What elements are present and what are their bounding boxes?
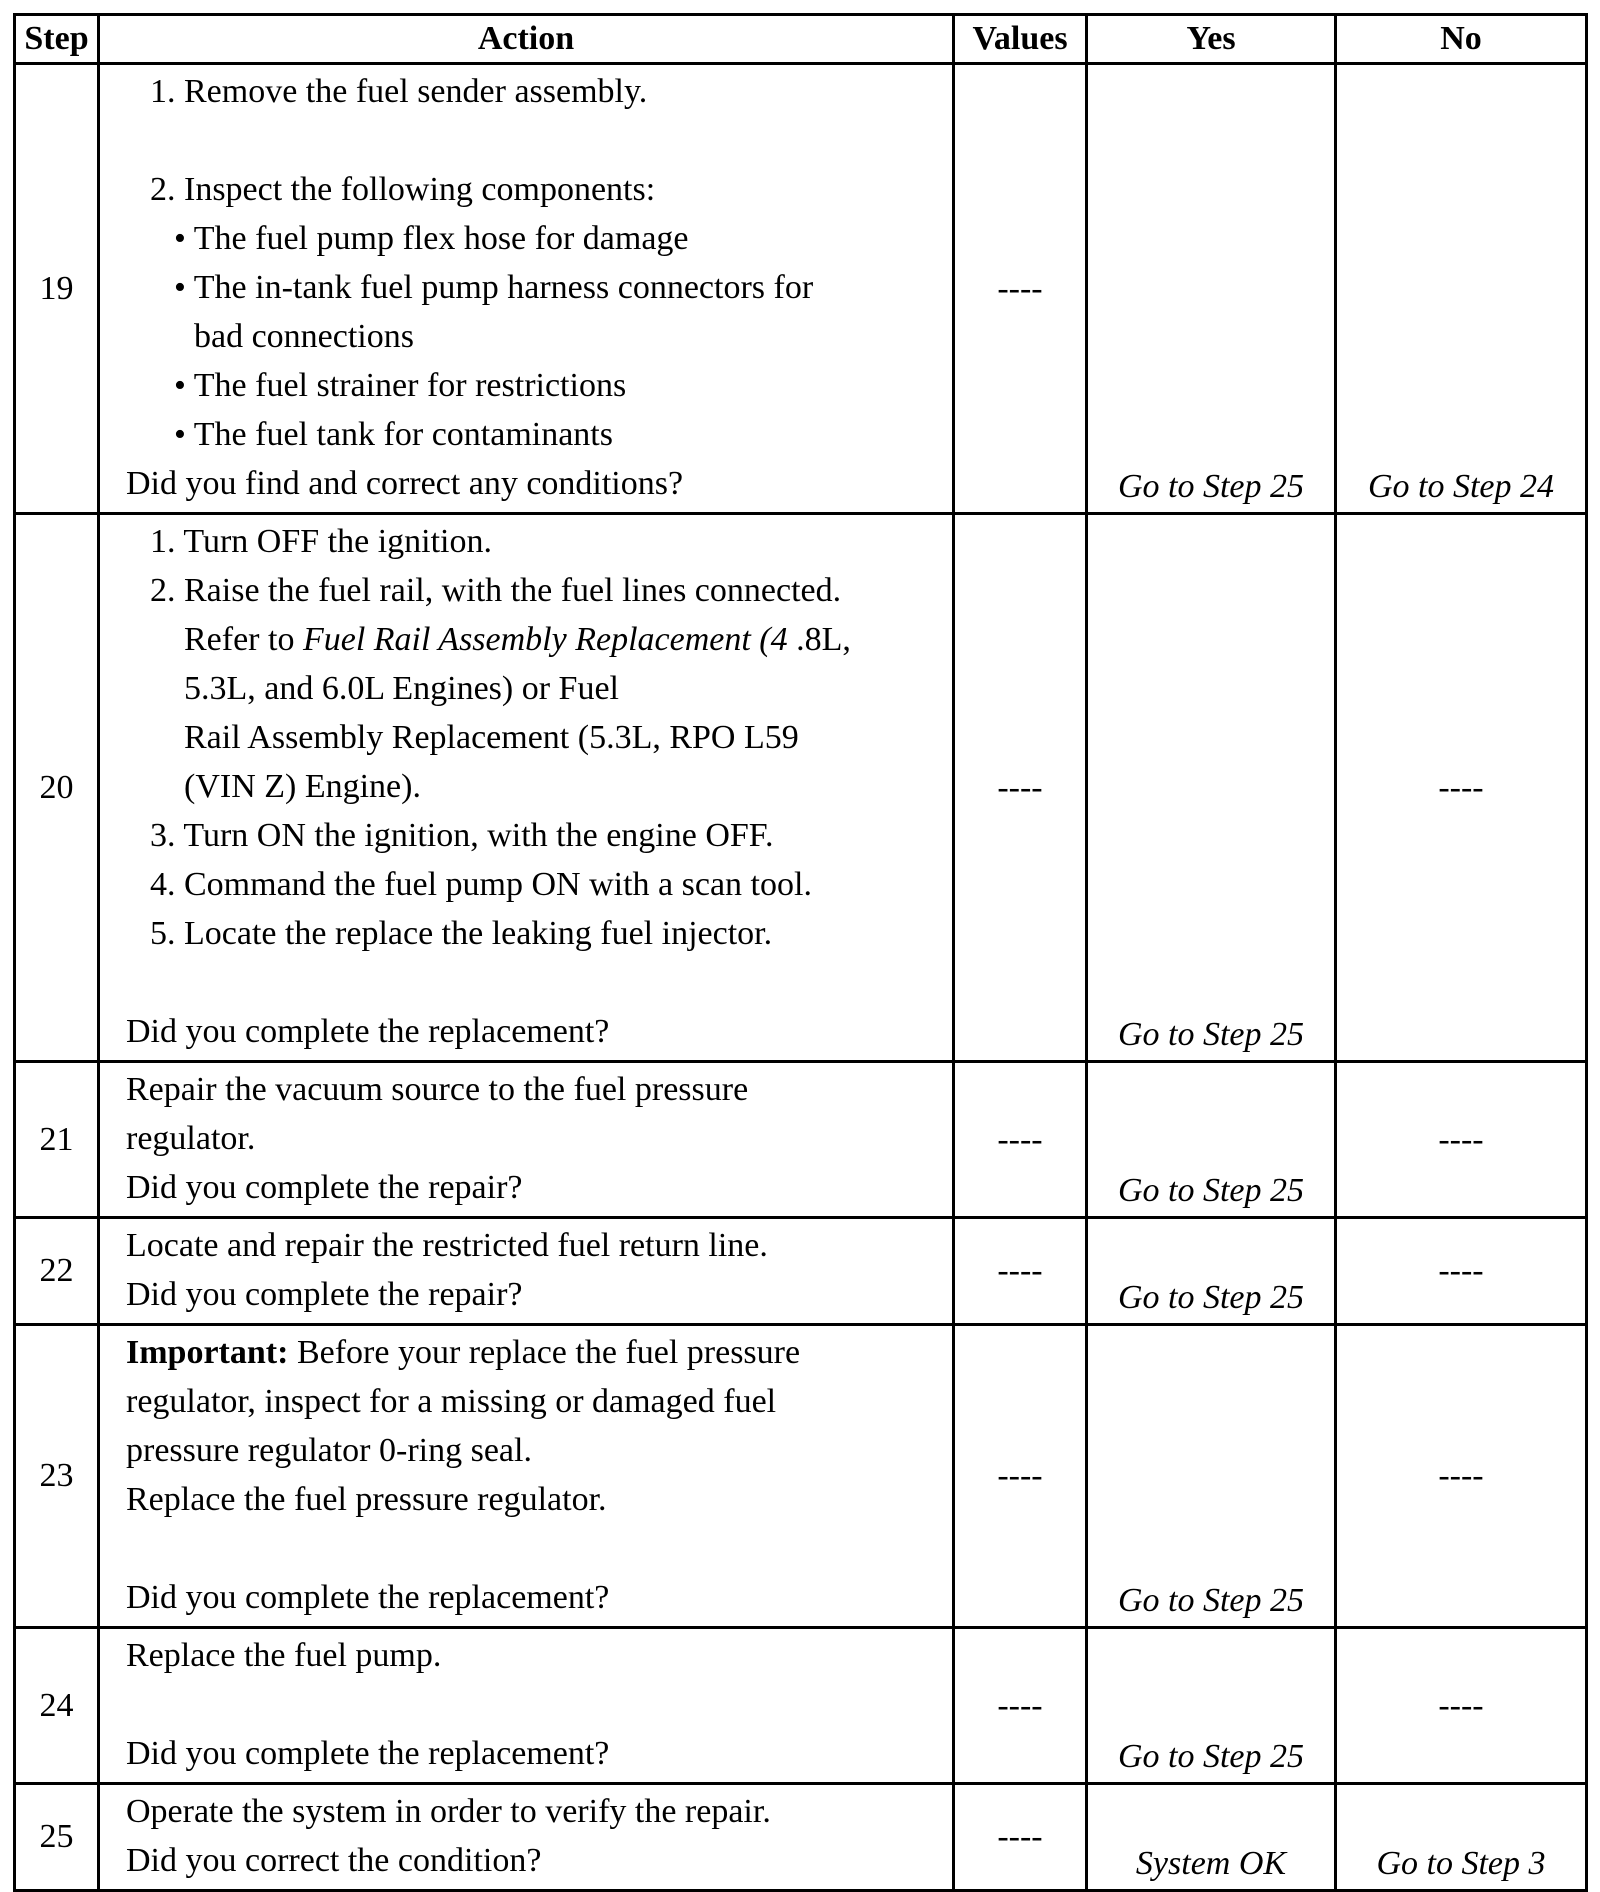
fuel-rail-reference-link[interactable]: Fuel Rail Assembly Replacement (4 [302,621,788,658]
action-line: 2. Raise the fuel rail, with the fuel lines connected. [150,572,842,609]
step-number: 20 [15,514,99,1062]
action-question: Did you complete the repair? [126,1276,523,1313]
values-cell: ---- [954,1784,1087,1891]
action-question: Did you complete the repair? [126,1169,523,1206]
header-values: Values [954,15,1087,64]
header-no: No [1336,15,1587,64]
header-step: Step [15,15,99,64]
step-number: 21 [15,1062,99,1218]
action-cell [99,1784,954,1891]
yes-cell [1087,1218,1336,1325]
action-line: 3. Turn ON the ignition, with the engine OFF. [150,817,774,854]
table-row-step-25 [15,1784,1587,1891]
action-line: Rail Assembly Replacement (5.3L, RPO L59 [184,719,799,756]
yes-cell [1087,1784,1336,1891]
action-line: 4. Command the fuel pump ON with a scan tool. [150,866,812,903]
header-yes: Yes [1087,15,1336,64]
table-row-step-20 [15,514,1587,1062]
action-line: 1. Turn OFF the ignition. [150,523,492,560]
values-cell: ---- [954,1218,1087,1325]
step-number: 19 [15,64,99,514]
no-outcome: Go to Step 24 [1367,468,1555,505]
step-number: 25 [15,1784,99,1891]
action-line: (VIN Z) Engine). [184,768,421,805]
step-number: 23 [15,1325,99,1628]
no-cell: ---- [1336,1325,1587,1628]
action-question: Did you find and correct any conditions? [126,465,684,502]
yes-outcome: Go to Step 25 [1117,1172,1305,1209]
important-text: Before your replace the fuel pressure [296,1334,801,1371]
header-row [15,15,1587,64]
action-line: 5.3L, and 6.0L Engines) or Fuel [184,670,619,707]
action-question: Did you complete the replacement? [126,1579,610,1616]
step-number: 22 [15,1218,99,1325]
action-line [126,615,942,664]
values-cell: ---- [954,1628,1087,1784]
action-line: Replace the fuel pump. [126,1637,442,1674]
step-number: 24 [15,1628,99,1784]
yes-outcome: System OK [1135,1845,1287,1882]
action-line: Operate the system in order to verify the repair. [126,1793,771,1830]
no-cell: ---- [1336,1062,1587,1218]
yes-cell [1087,1325,1336,1628]
action-cell [99,64,954,514]
yes-cell [1087,1062,1336,1218]
no-cell [1336,1784,1587,1891]
action-bullet: • The fuel strainer for restrictions [174,367,627,404]
yes-cell [1087,64,1336,514]
action-line: bad connections [194,318,414,355]
action-line: pressure regulator 0-ring seal. [126,1432,532,1469]
yes-cell [1087,514,1336,1062]
refer-text: Refer to [184,621,295,658]
action-line: Replace the fuel pressure regulator. [126,1481,607,1518]
no-outcome: Go to Step 3 [1376,1845,1546,1882]
action-bullet: • The in-tank fuel pump harness connectors for [174,269,814,306]
no-cell [1336,64,1587,514]
yes-outcome: Go to Step 25 [1117,1738,1305,1775]
table-row-step-19 [15,64,1587,514]
diagnostic-table [13,13,1588,1892]
action-line: Repair the vacuum source to the fuel pressure [126,1071,749,1108]
reference-suffix: .8L, [796,621,851,658]
action-cell [99,1218,954,1325]
action-question: Did you complete the replacement? [126,1735,610,1772]
action-question: Did you correct the condition? [126,1842,542,1879]
action-cell [99,514,954,1062]
action-question: Did you complete the replacement? [126,1013,610,1050]
no-cell: ---- [1336,1218,1587,1325]
yes-outcome: Go to Step 25 [1117,1016,1305,1053]
table-row-step-22 [15,1218,1587,1325]
action-line: regulator. [126,1120,256,1157]
table-row-step-24 [15,1628,1587,1784]
action-bullet: • The fuel tank for contaminants [174,416,613,453]
table-row-step-21 [15,1062,1587,1218]
values-cell: ---- [954,1062,1087,1218]
action-line: 5. Locate the replace the leaking fuel injector. [150,915,773,952]
values-cell: ---- [954,514,1087,1062]
no-cell: ---- [1336,514,1587,1062]
yes-cell [1087,1628,1336,1784]
yes-outcome: Go to Step 25 [1117,1279,1305,1316]
action-cell [99,1062,954,1218]
action-cell [99,1325,954,1628]
values-cell: ---- [954,1325,1087,1628]
yes-outcome: Go to Step 25 [1117,1582,1305,1619]
no-cell: ---- [1336,1628,1587,1784]
action-line: Locate and repair the restricted fuel return line. [126,1227,768,1264]
header-action: Action [99,15,954,64]
yes-outcome: Go to Step 25 [1117,468,1305,505]
action-line: 1. Remove the fuel sender assembly. [150,73,648,110]
action-cell [99,1628,954,1784]
important-label: Important: [126,1334,289,1371]
action-line: regulator, inspect for a missing or damaged fuel [126,1383,777,1420]
action-line: 2. Inspect the following components: [150,171,656,208]
action-bullet: • The fuel pump flex hose for damage [174,220,689,257]
action-line [126,1328,942,1377]
table-row-step-23 [15,1325,1587,1628]
values-cell: ---- [954,64,1087,514]
